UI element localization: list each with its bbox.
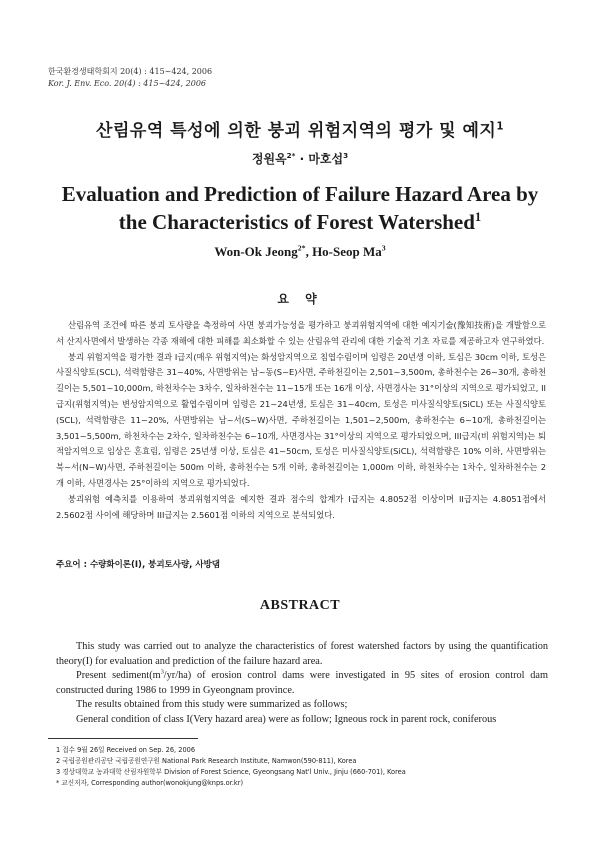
abstract-heading: ABSTRACT <box>259 598 341 613</box>
abstract-body <box>56 640 548 728</box>
korean-author-separator: · <box>295 152 309 166</box>
korean-author-2: 마호섭 <box>308 152 344 166</box>
korean-summary-paragraph: 붕괴 위험지역을 평가한 결과 I급지(매우 위험지역)는 화성암지역으로 침엽수림이며 임령은 20년생 이하, 토심은 30cm 이하, 토성은 사질식양토(SCL), 석력함량은 31~40%, 사면방위는 남~동(S~E)사면, 주하천길이는 2,501~3,500m, 총하천수는 26~30개, 총하천길이는 5,501~10,000m, 하천차수는 3차수, 일차하천수는 11~15개 또는 16개 이상, 사면경사는 31°이상의 지역으로 평가되었고, II급지(위험지역)는 변성암지역으로 활엽수림이며 임령은 21~24년생, 토심은 31~40cm, 토성은 미사질식양토(SiCL) 또는 사질식양토(SCL), 석력함량은 11~20%, 사면방위는 남~서(S~W)사면, 주하천길이는 1,501~2,500m, 총하천수는 6~10개, 총하천길이는 3,501~5,500m, 하천차수는 2차수, 일차하천수는 6~10개, 사면경사는 31°이상의 지역으로 평가되었으며, III급지(비 위험지역)는 퇴적암지역으로 임상은 혼효림, 임령은 25년생 이상, 토심은 41~50cm, 토성은 미사질식양토(SiCL), 석력함량은 10% 이하, 사면방위는 북~서(N~W)사면, 주하천길이는 500m 이하, 총하천수는 5개 이하, 총하천길이는 1,000m 이하, 하천차수는 1차수, 일차하천수는 2개 이하, 사면경사는 25°이하의 지역으로 평가되었다. <box>56 351 546 488</box>
english-author-1: Won-Ok Jeong <box>214 244 298 259</box>
abstract-unit-exponent: 3 <box>160 668 164 676</box>
korean-author-2-mark: 3 <box>343 151 349 160</box>
english-author-2: Ho-Seop Ma <box>312 244 382 259</box>
korean-title <box>0 116 600 141</box>
journal-citation <box>48 66 212 90</box>
abstract-paragraph-3: The results obtained from this study were summarized as follows; <box>76 699 348 711</box>
keywords: 주요어 : 수량화이론(I), 붕괴토사량, 사방댐 <box>56 560 221 570</box>
korean-authors <box>0 150 600 167</box>
footnote-corresponding-author: * 교신저자, Corresponding author(wonokjung@knps.or.kr) <box>56 779 244 787</box>
english-title-line-2-wrap <box>20 208 580 236</box>
english-title-line-1: Evaluation and Prediction of Failure Hazard Area by <box>61 182 539 206</box>
abstract-paragraph-4: General condition of class I(Very hazard area) were as follow; Igneous rock in parent rock, coniferous <box>76 713 497 725</box>
journal-citation-english: Kor. J. Env. Eco. 20(4) : 415~424, 2006 <box>48 79 206 88</box>
korean-title-footnote-mark: 1 <box>496 121 504 133</box>
korean-author-1: 정원옥 <box>251 152 287 166</box>
footnote-affiliation-3: 3 경상대학교 농과대학 산림자원학부 Division of Forest Science, Gyeongsang Nat'l Univ., Jinju (660-701), Korea <box>56 768 406 776</box>
journal-citation-korean: 한국환경생태학회지 20(4) : 415~424, 2006 <box>48 67 213 76</box>
english-author-1-mark: 2* <box>297 243 306 253</box>
footnotes <box>56 745 406 789</box>
abstract-paragraph-2-start: Present sediment(m <box>76 670 161 682</box>
english-title-footnote-mark: 1 <box>474 210 482 224</box>
korean-summary-paragraph: 붕괴위험 예측치를 이용하여 붕괴위험지역을 예지한 결과 점수의 합계가 I급지는 4.8052점 이상이며 II급지는 4.8051점에서 2.5602점 사이에 해당하며 III급지는 2.5601점 이하의 지역으로 분석되었다. <box>56 493 546 520</box>
english-title-line-2: the Characteristics of Forest Watershed <box>118 210 475 234</box>
abstract-paragraph-1: This study was carried out to analyze the characteristics of forest watershed factors by using the quantification theory(I) for evaluation and prediction of the failure hazard area. <box>56 641 548 667</box>
english-title <box>20 180 580 236</box>
footnote-received: 1 접수 9월 26일 Received on Sep. 26, 2006 <box>56 746 196 754</box>
korean-title-text: 산림유역 특성에 의한 붕괴 위험지역의 평가 및 예지 <box>96 121 497 141</box>
footnote-divider <box>48 738 198 739</box>
korean-summary <box>56 318 546 523</box>
summary-heading: 요 약 <box>277 292 323 306</box>
english-authors <box>0 244 600 260</box>
korean-author-1-mark: 2* <box>286 151 296 160</box>
korean-summary-paragraph: 산림유역 조건에 따른 붕괴 토사량을 측정하여 사면 붕괴가능성을 평가하고 붕괴위험지역에 대한 예지기술(豫知技術)을 개발함으로서 산지사면에서 발생하는 각종 재해에 대한 피해를 최소화할 수 있는 산림유역 관리에 대한 기술적 기초 자료를 제공하고자 연구하였다. <box>56 320 546 346</box>
english-author-2-mark: 3 <box>381 243 386 253</box>
footnote-affiliation-2: 2 국립공원관리공단 국립공원연구원 National Park Research Institute, Namwon(590-811), Korea <box>56 757 357 765</box>
english-author-separator: , <box>305 244 313 259</box>
abstract-paragraph-2-end: /yr/ha) of erosion control dams were investigated in 95 sites of erosion control dam constructed during 1986 to 1999 in Gyeongnam province. <box>56 670 548 696</box>
abstract-paragraph-2 <box>56 669 548 698</box>
